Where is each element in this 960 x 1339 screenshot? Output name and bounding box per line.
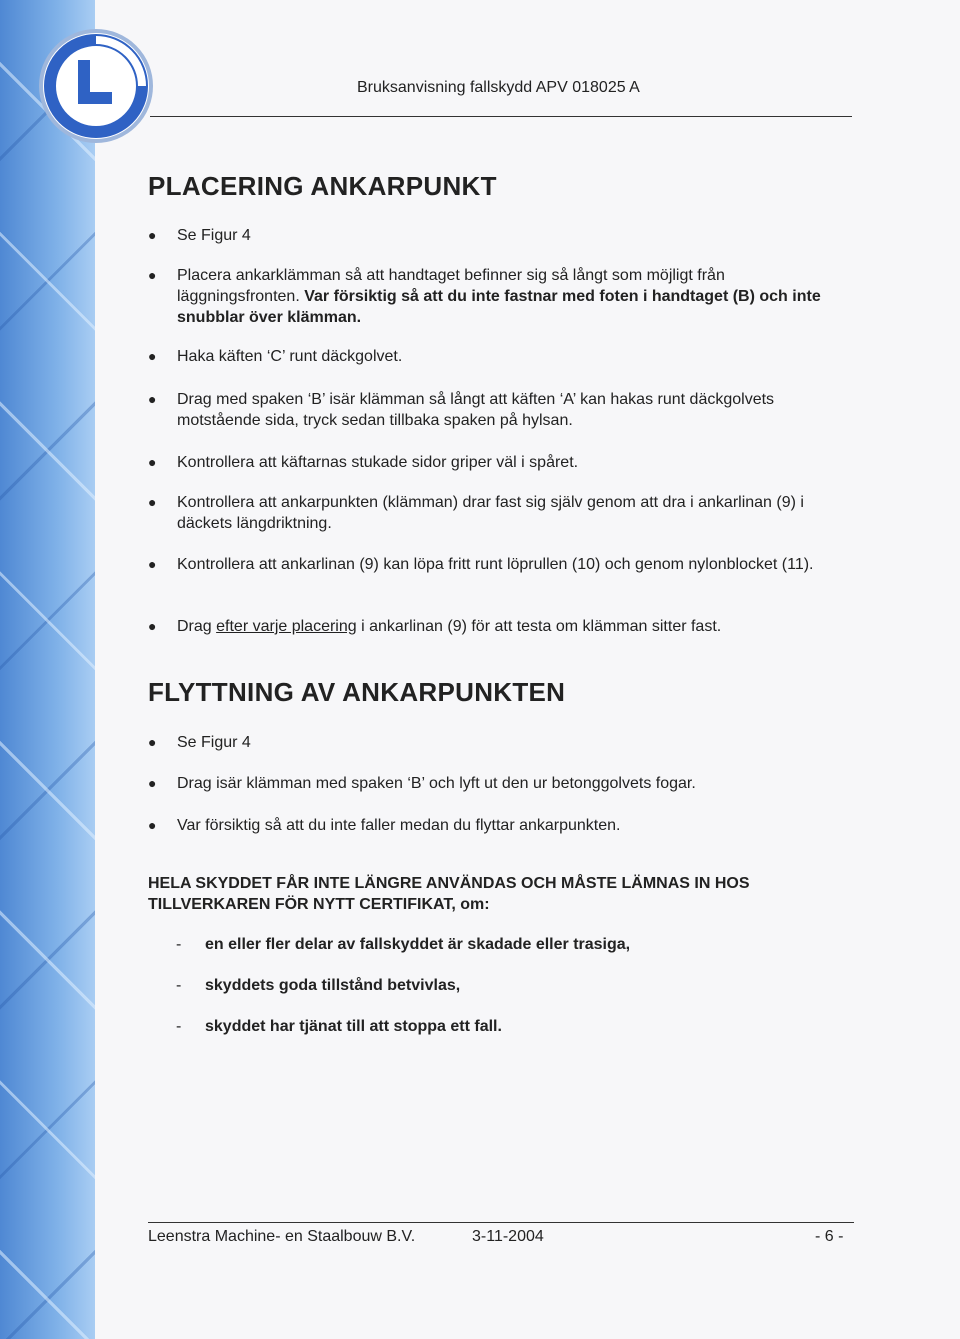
warning-item: - en eller fler delar av fallskyddet är skadade eller trasiga, [176, 936, 631, 953]
footer-divider [148, 1222, 854, 1223]
header-divider [150, 116, 852, 117]
bullet-icon: ● [148, 734, 157, 750]
item-text: Placera ankarklämman så att handtaget befinner sig så långt som möjligt från läggningsfronten. [177, 267, 725, 305]
footer-date: 3-11-2004 [472, 1228, 544, 1245]
bullet-icon: ● [148, 775, 157, 791]
item-warning-text: Var försiktig så att du inte fastnar med foten i handtaget (B) och inte snubblar över klämman. [177, 288, 821, 326]
bullet-icon: ● [148, 227, 157, 243]
emphasis-underline: efter varje placering [216, 618, 357, 635]
dash-icon: - [176, 977, 182, 994]
list-item: ● Var försiktig så att du inte faller medan du flyttar ankarpunkten. [148, 817, 621, 834]
bullet-icon: ● [148, 817, 157, 833]
bullet-icon: ● [148, 494, 157, 510]
section-heading-placering: PLACERING ANKARPUNKT [148, 171, 497, 201]
list-item: ● Drag efter varje placering i ankarlinan (9) för att testa om klämman sitter fast. [148, 618, 722, 635]
warning-item: - skyddets goda tillstånd betvivlas, [176, 977, 461, 994]
bullet-icon: ● [148, 454, 157, 470]
list-item: ● Kontrollera att ankarlinan (9) kan löpa fritt runt löprullen (10) och genom nylonblocket (11). [148, 556, 814, 573]
dash-icon: - [176, 1018, 182, 1035]
list-item: ● Kontrollera att käftarnas stukade sidor griper väl i spåret. [148, 454, 579, 471]
bullet-icon: ● [148, 267, 157, 283]
list-item: ● Drag med spaken ‘B’ isär klämman så långt att käften ‘A’ kan hakas runt däckgolvets motstående sida, tryck sedan tillbaka spaken på hylsan. [148, 391, 775, 429]
document-header-title: Bruksanvisning fallskydd APV 018025 A [357, 79, 640, 96]
bullet-icon: ● [148, 348, 157, 364]
list-item: ● Haka käften ‘C’ runt däckgolvet. [148, 348, 403, 365]
dash-icon: - [176, 936, 182, 953]
page-number: - 6 - [815, 1228, 844, 1245]
list-item: ● Kontrollera att ankarpunkten (klämman) drar fast sig själv genom att dra i ankarlinan (9) i däckets längdriktning. [148, 494, 804, 532]
bullet-icon: ● [148, 618, 157, 634]
bullet-icon: ● [148, 391, 157, 407]
list-item: ● Se Figur 4 [148, 227, 251, 244]
list-item [148, 265, 848, 328]
certification-warning: HELA SKYDDET FÅR INTE LÄNGRE ANVÄNDAS OCH MÅSTE LÄMNAS IN HOS TILLVERKAREN FÖR NYTT CERTIFIKAT, om: [148, 875, 750, 913]
list-item: ● Se Figur 4 [148, 734, 251, 751]
section-heading-flyttning: FLYTTNING AV ANKARPUNKTEN [148, 677, 566, 707]
company-logo-icon [36, 26, 156, 146]
footer-company: Leenstra Machine- en Staalbouw B.V. [148, 1228, 416, 1245]
bullet-icon: ● [148, 556, 157, 572]
decorative-side-strip [0, 0, 95, 1339]
list-item: ● Drag isär klämman med spaken ‘B’ och lyft ut den ur betonggolvets fogar. [148, 775, 696, 792]
warning-item: - skyddet har tjänat till att stoppa ett fall. [176, 1018, 502, 1035]
